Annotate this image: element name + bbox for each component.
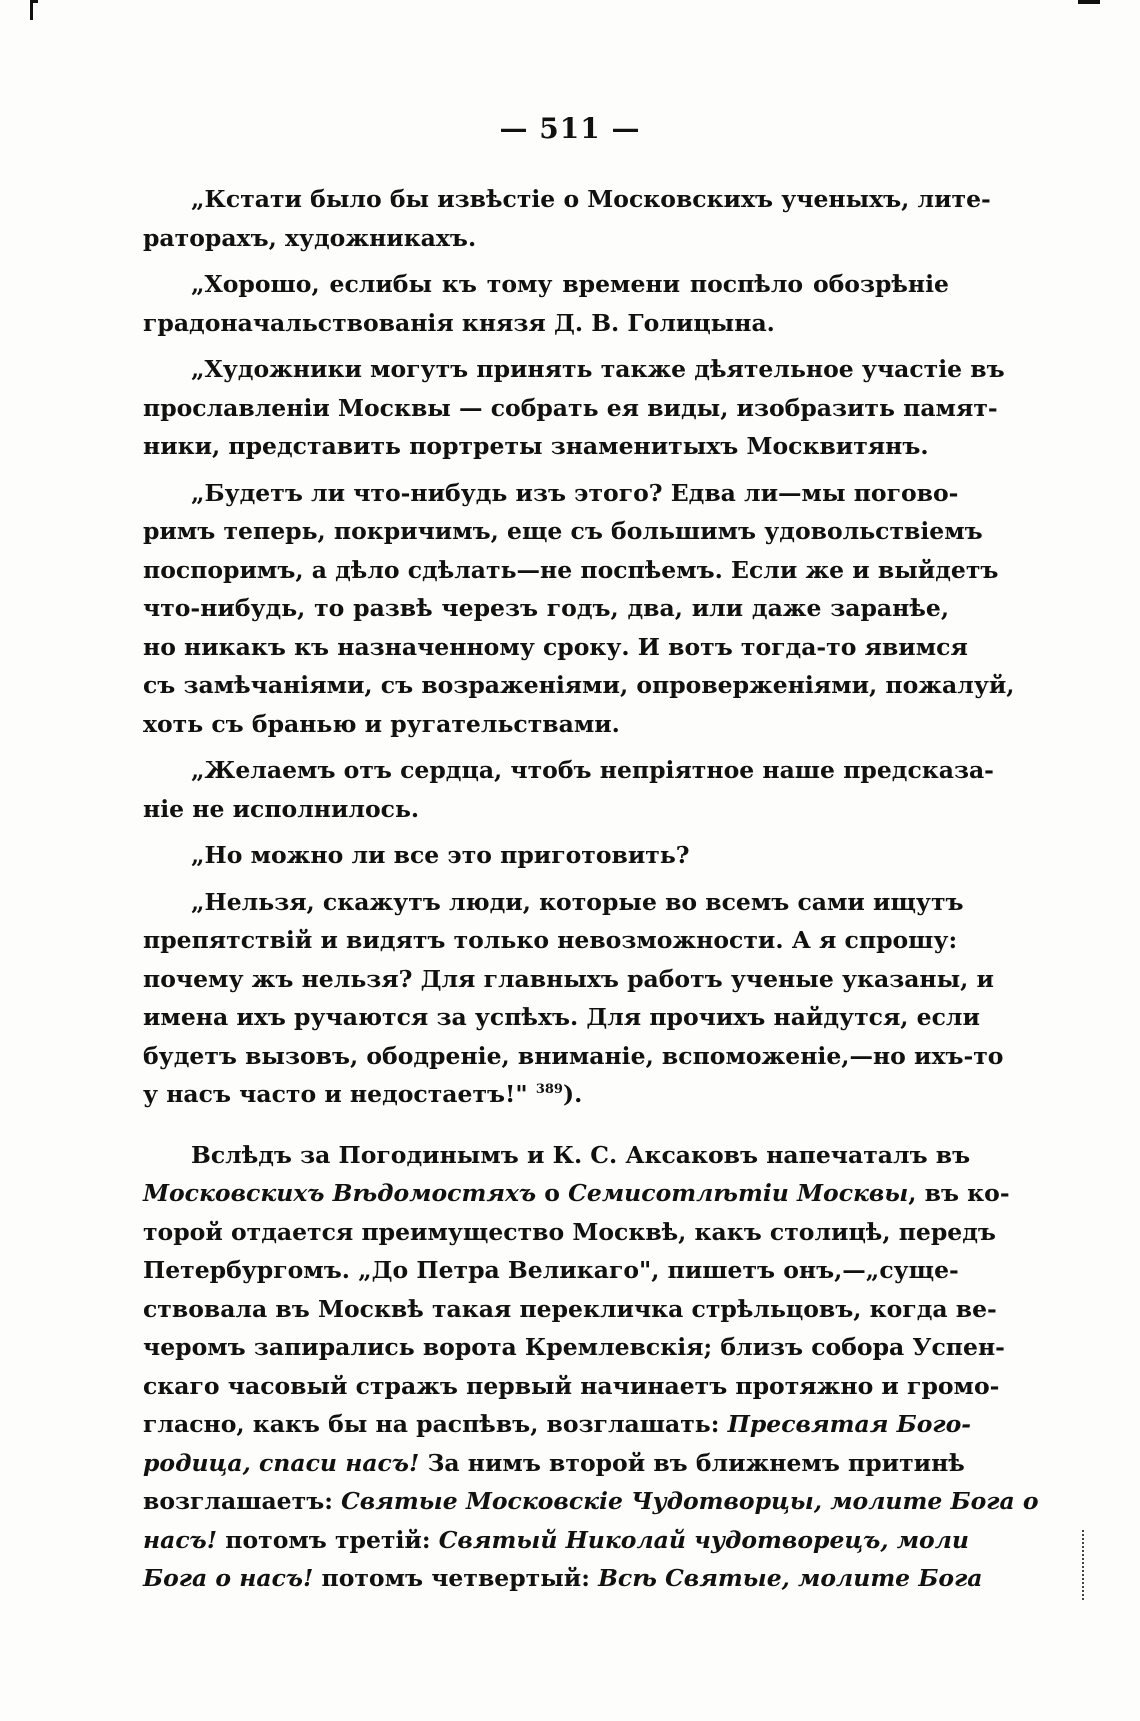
text-line: „Кстати было бы извѣстіе о Московскихъ ученыхъ, лите-: [191, 185, 991, 213]
text-line: римъ теперь, покричимъ, еще съ большимъ удовольствіемъ: [143, 517, 983, 545]
body-text: [143, 180, 1039, 1606]
text-line: имена ихъ ручаются за успѣхъ. Для прочихъ найдутся, если: [143, 1003, 980, 1031]
text-line: но никакъ къ назначенному сроку. И вотъ тогда-то явимся: [143, 632, 968, 661]
italic-title: Московскихъ Вѣдомостяхъ: [143, 1179, 537, 1207]
page-number: — 511 —: [499, 112, 641, 145]
text-line: гласно, какъ бы на распѣвъ, возглашать: Пресвятая Бого-: [143, 1410, 972, 1438]
text-line: ствовала въ Москвѣ такая перекличка стрѣльцовъ, когда ве-: [143, 1294, 997, 1323]
paragraph: [143, 883, 1004, 1114]
text-line: ники, представить портреты знаменитыхъ Москвитянъ.: [143, 432, 929, 460]
text-line: возглашаетъ: Святые Московскіе Чудотворцы, молите Бога о: [143, 1487, 1039, 1515]
text-line: „Но можно ли все это приготовить?: [191, 841, 690, 869]
text-line: родица, спаси насъ! За нимъ второй въ ближнемъ притинѣ: [143, 1448, 965, 1477]
text-line: черомъ запирались ворота Кремлевскія; близъ собора Успен-: [143, 1333, 1005, 1361]
text-line: градоначальствованія князя Д. В. Голицына.: [143, 308, 775, 337]
scan-corner-mark: [30, 0, 38, 3]
text-line: раторахъ, художникахъ.: [143, 223, 477, 252]
text-line: „Художники могутъ принять также дѣятельное участіе въ: [191, 355, 1005, 383]
paragraph: [143, 474, 1015, 744]
italic-title: родица, спаси насъ!: [143, 1448, 420, 1477]
text-line: Московскихъ Вѣдомостяхъ о Семисотлѣтіи Москвы, въ ко-: [143, 1179, 1010, 1207]
text-line: насъ! потомъ третій: Святый Николай чудотворецъ, моли: [143, 1525, 970, 1554]
italic-title: Всѣ Святые, молите Бога: [598, 1564, 983, 1592]
footnote-close: ).: [562, 1080, 583, 1108]
italic-title: Бога о насъ!: [143, 1564, 314, 1592]
paragraph: [143, 350, 1005, 466]
text-line: что-нибудь, то развѣ черезъ годъ, два, или даже заранѣе,: [143, 594, 949, 622]
text-line: торой отдается преимущество Москвѣ, какъ столицѣ, передъ: [143, 1217, 996, 1246]
text-line: ніе не исполнилось.: [143, 794, 420, 823]
text-line: „Хорошо, еслибы къ тому времени поспѣло обозрѣніе: [191, 270, 949, 298]
text-line: Вслѣдъ за Погодинымъ и К. С. Аксаковъ напечаталъ въ: [191, 1140, 971, 1169]
text-line: почему жъ нельзя? Для главныхъ работъ ученые указаны, и: [143, 964, 994, 993]
paragraph: [143, 751, 994, 828]
scan-corner-mark: [1078, 0, 1100, 4]
italic-title: Пресвятая Бого-: [727, 1410, 972, 1438]
text-line: будетъ вызовъ, ободреніе, вниманіе, вспоможеніе,—но ихъ-то: [143, 1041, 1004, 1070]
paragraph: [143, 180, 991, 257]
text-line: „Будетъ ли что-нибудь изъ этого? Едва ли—мы погово-: [191, 478, 959, 507]
scan-edge-specks: [1082, 1530, 1088, 1600]
text-line: хоть съ бранью и ругательствами.: [143, 709, 620, 738]
italic-title: Святый Николай чудотворецъ, моли: [438, 1525, 970, 1554]
footnote-reference: 389: [535, 1082, 563, 1098]
text-line: [143, 1075, 949, 1114]
italic-title: Семисотлѣтіи Москвы: [568, 1179, 909, 1207]
text-line: „Нельзя, скажутъ люди, которые во всемъ сами ищутъ: [191, 887, 964, 916]
text-line: Петербургомъ. „До Петра Великаго", пишетъ онъ,—„суще-: [143, 1256, 959, 1284]
italic-title: насъ!: [143, 1525, 218, 1554]
scan-corner-mark: [30, 0, 33, 20]
paragraph: [143, 1136, 1039, 1598]
text-line: „Желаемъ отъ сердца, чтобъ непріятное наше предсказа-: [191, 756, 994, 784]
text-line: съ замѣчаніями, съ возраженіями, опроверженіями, пожалуй,: [143, 671, 1015, 699]
paragraph: [143, 265, 949, 342]
italic-title: Святые Московскіе Чудотворцы, молите Бога о: [341, 1487, 1039, 1515]
text-line: поспоримъ, а дѣло сдѣлать—не поспѣемъ. Если же и выйдетъ: [143, 555, 999, 584]
text-line: препятствій и видятъ только невозможности. А я спрошу:: [143, 926, 958, 954]
text-line: прославленіи Москвы — собрать ея виды, изобразить памят-: [143, 393, 998, 422]
text-line: скаго часовый стражъ первый начинаетъ протяжно и громо-: [143, 1371, 1000, 1400]
text-line: Бога о насъ! потомъ четвертый: Всѣ Святые, молите Бога: [143, 1564, 983, 1592]
paragraph: [143, 836, 949, 875]
text-line-content: у насъ часто и недостаетъ!": [143, 1080, 528, 1108]
